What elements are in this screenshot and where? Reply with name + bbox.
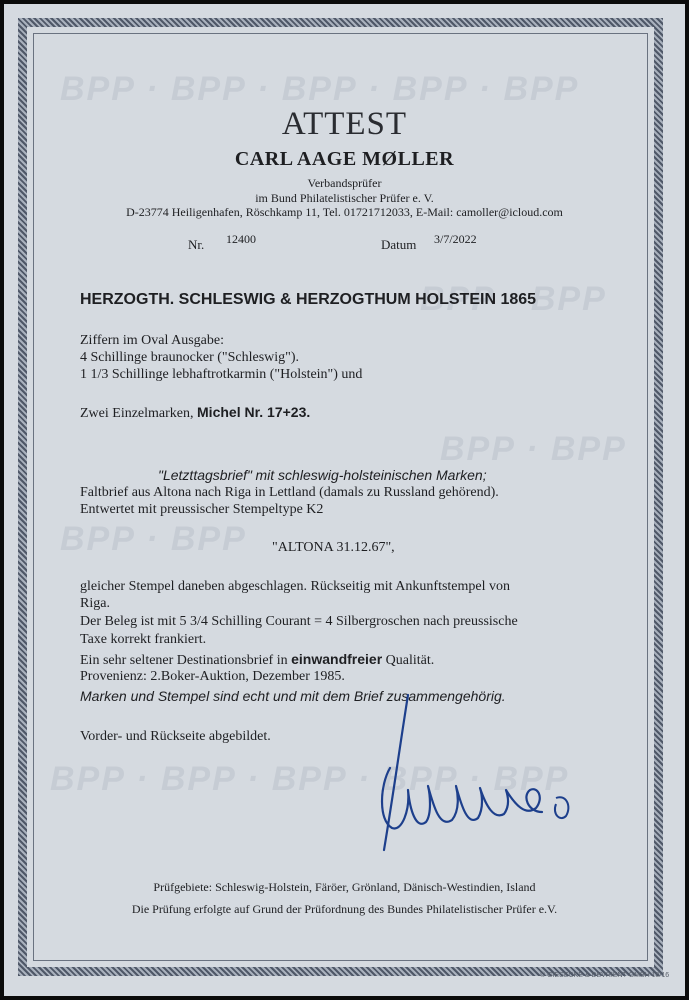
text-segment: "Letzttagsbrief" — [158, 467, 252, 483]
text-segment: Ein sehr seltener Destinationsbrief in — [80, 653, 288, 668]
footer-testing-areas: Prüfgebiete: Schleswig-Holstein, Färöer, Grönland, Dänisch-Westindien, Island — [153, 880, 536, 894]
watermark: BPP · BPP — [60, 520, 247, 558]
text-line: 4 Schillinge braunocker ("Schleswig"). — [80, 350, 300, 365]
text-line — [80, 404, 310, 422]
postmark-text: "ALTONA 31.12.67", — [272, 540, 395, 555]
michel-number: Michel Nr. 17+23. — [197, 404, 311, 420]
text-line: Riga. — [80, 596, 110, 611]
text-segment: mit schleswig-holsteinischen Marken; — [255, 467, 487, 483]
text-line: gleicher Stempel daneben abgeschlagen. Rückseitig mit Ankunftstempel von — [80, 579, 511, 594]
text-line — [158, 467, 487, 485]
text-line: Faltbrief aus Altona nach Riga in Lettland (damals zu Russland gehörend). — [80, 485, 499, 500]
text-segment: einwandfreier — [291, 651, 383, 667]
nr-value: 12400 — [226, 232, 256, 246]
examiner-address: D-23774 Heiligenhafen, Röschkamp 11, Tel. 01721712033, E-Mail: camoller@icloud.com — [126, 205, 563, 219]
watermark: BPP · BPP — [420, 280, 607, 318]
datum-value: 3/7/2022 — [434, 232, 477, 246]
text-line — [80, 651, 434, 669]
text-line: 1 1/3 Schillinge lebhaftrotkarmin ("Holstein") und — [80, 367, 363, 382]
text-segment: Zwei Einzelmarken, — [80, 406, 194, 421]
text-line: Vorder- und Rückseite abgebildet. — [80, 729, 271, 744]
watermark: BPP · BPP · BPP · BPP · BPP — [50, 760, 570, 798]
signature — [370, 690, 590, 860]
heading: HERZOGTH. SCHLESWIG & HERZOGTHUM HOLSTEIN 1865 — [80, 291, 537, 308]
text-line: Taxe korrekt frankiert. — [80, 632, 207, 647]
signature-stroke — [382, 768, 542, 828]
text-segment: Qualität. — [385, 653, 435, 668]
watermark: BPP · BPP · BPP · BPP · BPP — [60, 70, 580, 108]
examiner-role: Verbandsprüfer — [307, 176, 382, 190]
watermark: BPP · BPP — [440, 430, 627, 468]
certificate-title: ATTEST — [281, 106, 408, 142]
text-line: Ziffern im Oval Ausgabe: — [80, 333, 224, 348]
text-line: Provenienz: 2.Boker-Auktion, Dezember 1985. — [80, 669, 345, 684]
text-line: Marken und Stempel sind echt und mit dem Brief zusammengehörig. — [80, 688, 506, 704]
signature-stroke — [555, 797, 568, 818]
datum-label: Datum — [381, 237, 417, 252]
text-line: Der Beleg ist mit 5 3/4 Schilling Courant = 4 Silbergroschen nach preussische — [80, 614, 518, 629]
nr-label: Nr. — [188, 237, 205, 252]
examiner-name: CARL AAGE MØLLER — [234, 148, 455, 170]
footer-regulation: Die Prüfung erfolgte auf Grund der Prüfordnung des Bundes Philatelistischer Prüfer e.V. — [131, 902, 558, 916]
text-line: Entwertet mit preussischer Stempeltype K2 — [80, 502, 324, 517]
printer-copyright: © GIESECKE & DEVRIENT GMBH 10/16 — [540, 972, 670, 979]
association-name: im Bund Philatelistischer Prüfer e. V. — [255, 191, 434, 205]
